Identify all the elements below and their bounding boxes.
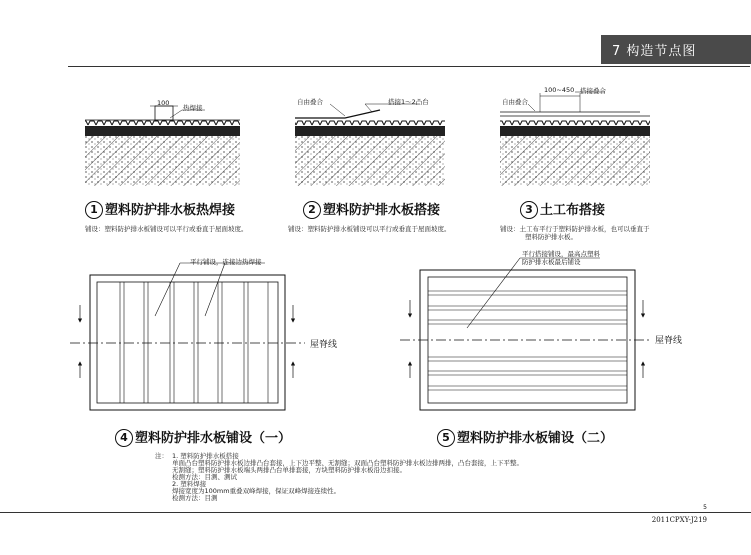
detail-3-note-line2: 塑料防护排水板。 bbox=[525, 233, 577, 241]
detail-1-caption bbox=[85, 199, 235, 219]
detail-2-number: 2 bbox=[303, 201, 321, 219]
layout-4-ridge-label: 屋脊线 bbox=[310, 340, 338, 350]
detail-3-note-line1: 铺设：土工布平行于塑料防护排水板，也可以垂直于 bbox=[500, 225, 650, 233]
layout-5-callout-line1: 平行搭接铺设，最高点塑料 bbox=[522, 250, 600, 258]
detail-2-caption bbox=[303, 199, 440, 219]
detail-3-number: 3 bbox=[520, 201, 538, 219]
detail-2-title: 塑料防护排水板搭接 bbox=[323, 203, 441, 218]
detail-2-section bbox=[295, 104, 445, 186]
detail-2-note: 铺设：塑料防护排水板铺设可以平行或垂直于屋面坡度。 bbox=[288, 225, 451, 233]
detail-2-lap-label: 搭接1～2凸台 bbox=[388, 98, 429, 106]
detail-1-dim-label: 100 bbox=[157, 99, 170, 107]
detail-1-note: 铺设：塑料防护排水板铺设可以平行或垂直于屋面坡度。 bbox=[85, 225, 248, 233]
layout-4-callout: 平行铺设，连接边热焊接 bbox=[190, 258, 262, 266]
detail-3-caption bbox=[520, 199, 605, 219]
notes-line-6: 焊接宽度为100mm重叠双峰焊接，保证双峰焊接连续性。 bbox=[172, 487, 341, 495]
notes-line-5: 2. 塑料焊接 bbox=[172, 480, 207, 488]
detail-2-free-label: 自由叠合 bbox=[297, 98, 323, 106]
section-title: 7 构造节点图 bbox=[612, 44, 697, 59]
notes-line-1: 1. 塑料防护排水板搭接 bbox=[172, 452, 239, 460]
notes-line-7: 检测方法：目测 bbox=[172, 494, 218, 502]
layout-5-plan bbox=[400, 258, 650, 410]
layout-5-title: 塑料防护排水板铺设（二） bbox=[457, 431, 614, 446]
detail-3-section bbox=[500, 92, 650, 186]
layout-4-caption bbox=[115, 427, 291, 447]
layout-4-title: 塑料防护排水板铺设（一） bbox=[135, 431, 292, 446]
notes-line-3: 无割缝；塑料防护排水板端头两排凸台单排套接，方块塑料防护排水板沿边扣接。 bbox=[172, 466, 406, 474]
detail-1-section bbox=[85, 106, 240, 186]
layout-4-number: 4 bbox=[115, 429, 133, 447]
page-number: 5 bbox=[703, 504, 707, 511]
drawing-code: 2011CPXY-J219 bbox=[651, 516, 707, 524]
notes-label: 注： bbox=[155, 452, 168, 460]
detail-3-title: 土工布搭接 bbox=[540, 203, 606, 218]
layout-4-plan bbox=[70, 263, 305, 410]
detail-1-weld-label: 热焊接 bbox=[183, 104, 203, 112]
detail-1-number: 1 bbox=[85, 201, 103, 219]
notes-line-4: 检测方法：目测、测试 bbox=[172, 473, 237, 481]
notes-line-2: 单面凸台塑料防护排水板边排凸台套接，上下边平整、无割缝；双面凸台塑料防护排水板边排两排，凸台套接，上下平整。 bbox=[172, 459, 523, 467]
detail-3-free-label: 自由叠合 bbox=[502, 98, 528, 106]
footer-rule bbox=[0, 512, 751, 513]
detail-3-geotextile-label: 搭接叠合 bbox=[580, 87, 606, 95]
layout-5-number: 5 bbox=[437, 429, 455, 447]
detail-1-title: 塑料防护排水板热焊接 bbox=[105, 203, 236, 218]
layout-5-caption bbox=[437, 427, 613, 447]
layout-5-callout-line2: 防护排水板最后铺设 bbox=[522, 258, 581, 266]
layout-5-ridge-label: 屋脊线 bbox=[655, 336, 683, 346]
detail-3-dim-label: 100~450 bbox=[544, 86, 575, 94]
